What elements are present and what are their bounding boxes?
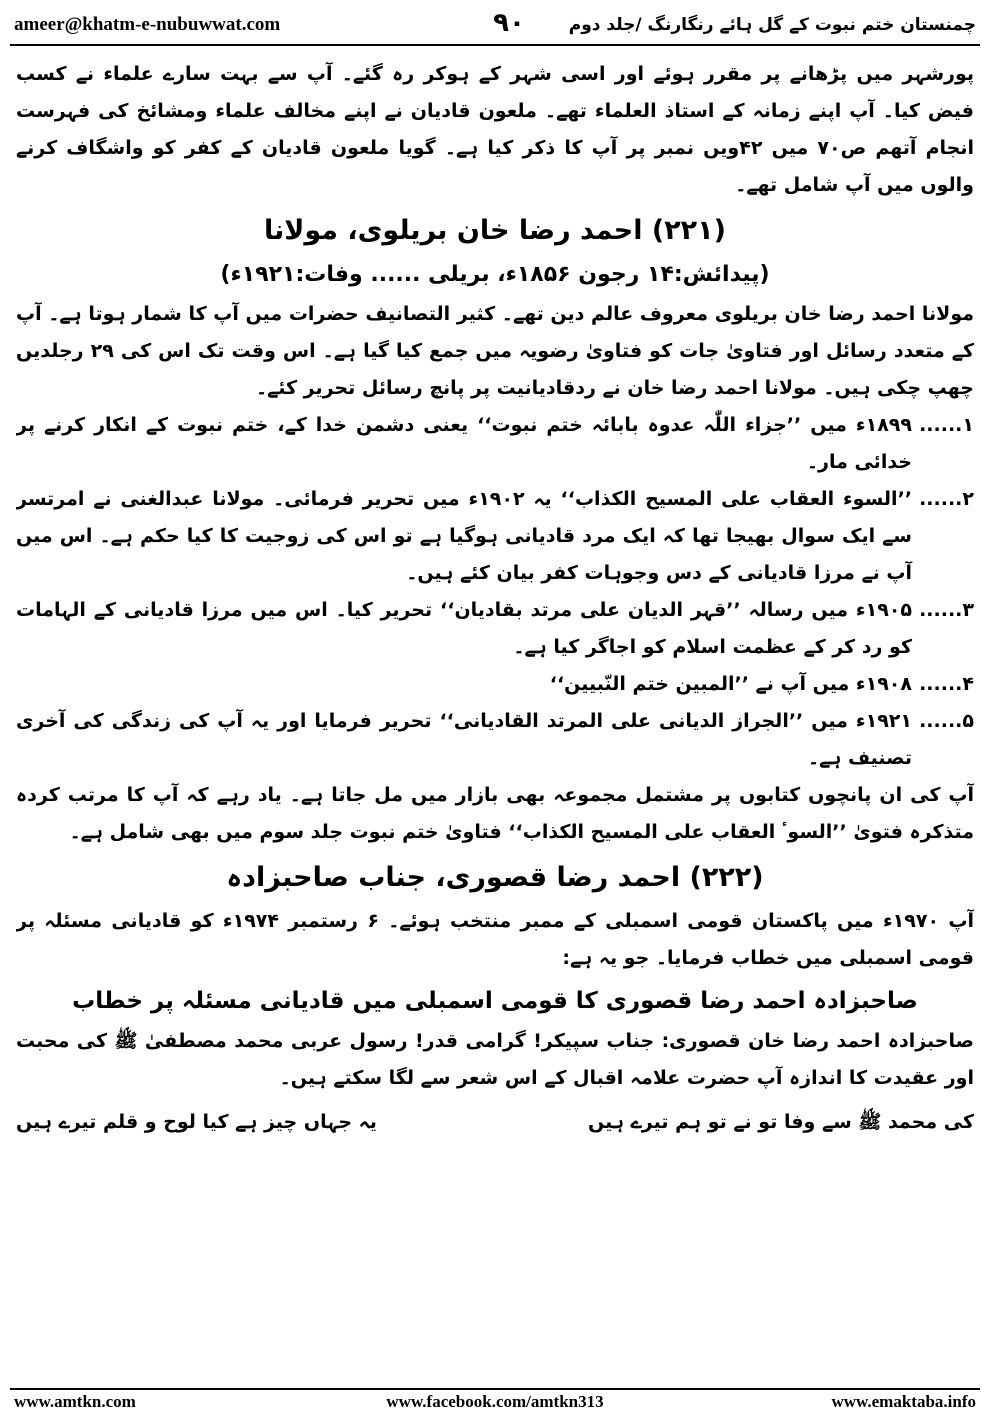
list-item-number: ۳...... xyxy=(919,599,974,621)
section-222-heading: (۲۲۲) احمد رضا قصوری، جناب صاحبزادہ xyxy=(226,862,764,893)
speech-title: صاحبزادہ احمد رضا قصوری کا قومی اسمبلی میں قادیانی مسئلہ پر خطاب xyxy=(72,988,918,1014)
footer-link-emaktaba[interactable]: www.emaktaba.info xyxy=(831,1392,976,1411)
list-item-text: ۱۸۹۹ء میں ’’جزاء اللّٰہ عدوہ بابائہ ختم نبوت‘‘ یعنی دشمن خدا کے، ختم نبوت کے انکار کرنے پر خدائی مار۔ xyxy=(16,414,912,473)
page-footer xyxy=(14,1392,976,1416)
section-221-heading: (۲۲۱) احمد رضا خان بریلوی، مولانا xyxy=(263,215,726,246)
list-item-number: ۱...... xyxy=(919,414,974,436)
footer-divider xyxy=(10,1388,980,1390)
list-item xyxy=(16,592,974,666)
list-item-text: ’’السوء العقاب علی المسیح الکذاب‘‘ یہ ۱۹۰۲ء میں تحریر فرمائی۔ مولانا عبدالغنی نے امرتسر سے ایک سوال بھیجا تھا کہ ایک مرد قادیانی ہوگیا ہے تو اس کی زوجیت کا کیا حکم ہے۔ اس میں آپ نے مرزا قادیانی کے دس وجوہات کفر بیان کئے ہیں۔ xyxy=(16,488,913,584)
speech-text: صاحبزادہ احمد رضا خان قصوری: جناب سپیکر! گرامی قدر! رسول عربی محمد مصطفیٰ ﷺ کی محبت اور عقیدت کا اندازہ آپ حضرت علامہ اقبال کے اس شعر سے لگا سکتے ہیں۔ xyxy=(16,1030,974,1089)
list-item xyxy=(16,703,974,777)
list-item-number: ۵...... xyxy=(919,710,974,732)
page-header xyxy=(14,8,976,44)
footer-link-amtkn[interactable]: www.amtkn.com xyxy=(14,1392,136,1411)
verse-second-line: یہ جہاں چیز ہے کیا لوح و قلم تیرے ہیں xyxy=(16,1111,377,1133)
list-item-text: ۱۹۰۸ء میں آپ نے ’’المبین ختم النّبیین‘‘ xyxy=(549,673,912,695)
list-item xyxy=(16,666,974,703)
list-item xyxy=(16,407,974,481)
intro-paragraph: پورشہر میں پڑھانے پر مقرر ہوئے اور اسی شہر کے ہوکر رہ گئے۔ آپ سے بہت سارے علماء نے کسب فیض کیا۔ آپ اپنے زمانہ کے استاذ العلماء تھے۔ ملعون قادیان نے اپنے مخالف علماء ومشائخ کی فہرست انجام آتھم ص۷۰ میں ۴۲ویں نمبر پر آپ کا ذکر کیا ہے۔ گویا ملعون قادیان کے کفر کو واشگاف کرنے والوں میں آپ شامل تھے۔ xyxy=(16,63,974,196)
section-221-dates: (پیدائش:۱۴ رجون ۱۸۵۶ء، بریلی ...... وفات:۱۹۲۱ء) xyxy=(220,262,770,287)
list-item-text: ۱۹۲۱ء میں ’’الجراز الدیانی علی المرتد القادیانی‘‘ تحریر فرمایا اور یہ آپ کی زندگی کی آخری تصنیف ہے۔ xyxy=(16,710,912,769)
list-item-text: ۱۹۰۵ء میں رسالہ ’’قہر الدیان علی مرتد بقادیان‘‘ تحریر کیا۔ اس میں مرزا قادیانی کے الہامات کو رد کر کے عظمت اسلام کو اجاگر کیا ہے۔ xyxy=(16,599,912,658)
footer-link-facebook[interactable]: www.facebook.com/amtkn313 xyxy=(386,1392,604,1411)
section-221-paragraph-2: آپ کی ان پانچوں کتابوں پر مشتمل مجموعہ بھی بازار میں مل جاتا ہے۔ یاد رہے کہ آپ کا مرتب کردہ متذکرہ فتویٰ ’’السوٴ العقاب علی المسیح الکذاب‘‘ فتاویٰ ختم نبوت جلد سوم میں بھی شامل ہے۔ xyxy=(16,784,974,843)
header-divider xyxy=(10,44,980,46)
list-item-number: ۲...... xyxy=(919,488,974,510)
verse-first-line: کی محمد ﷺ سے وفا تو نے تو ہم تیرے ہیں xyxy=(588,1111,974,1133)
page-body xyxy=(16,56,974,1382)
list-item xyxy=(16,481,974,592)
section-221-paragraph-1: مولانا احمد رضا خان بریلوی معروف عالم دین تھے۔ کثیر التصانیف حضرات میں آپ کا شمار ہوتا ہے۔ آپ کے متعدد رسائل اور فتاویٰ جات کو فتاویٰ رضویہ میں جمع کیا گیا ہے۔ اس وقت تک اس کی ۲۹ رجلدیں چھپ چکی ہیں۔ مولانا احمد رضا خان نے ردقادیانیت پر پانچ رسائل تحریر کئے۔ xyxy=(16,303,974,399)
section-222-paragraph-1: آپ ۱۹۷۰ء میں پاکستان قومی اسمبلی کے ممبر منتخب ہوئے۔ ۶ رستمبر ۱۹۷۴ء کو قادیانی مسئلہ پر قومی اسمبلی میں خطاب فرمایا۔ جو یہ ہے: xyxy=(16,910,974,969)
verse-couplet xyxy=(16,1103,974,1141)
page-number: ۹۰ xyxy=(493,8,525,38)
header-email: ameer@khatm-e-nubuwwat.com xyxy=(14,14,281,35)
book-title: چمنستان ختم نبوت کے گل ہائے رنگارنگ /جلد دوم xyxy=(568,15,976,35)
list-item-number: ۴...... xyxy=(919,673,974,695)
